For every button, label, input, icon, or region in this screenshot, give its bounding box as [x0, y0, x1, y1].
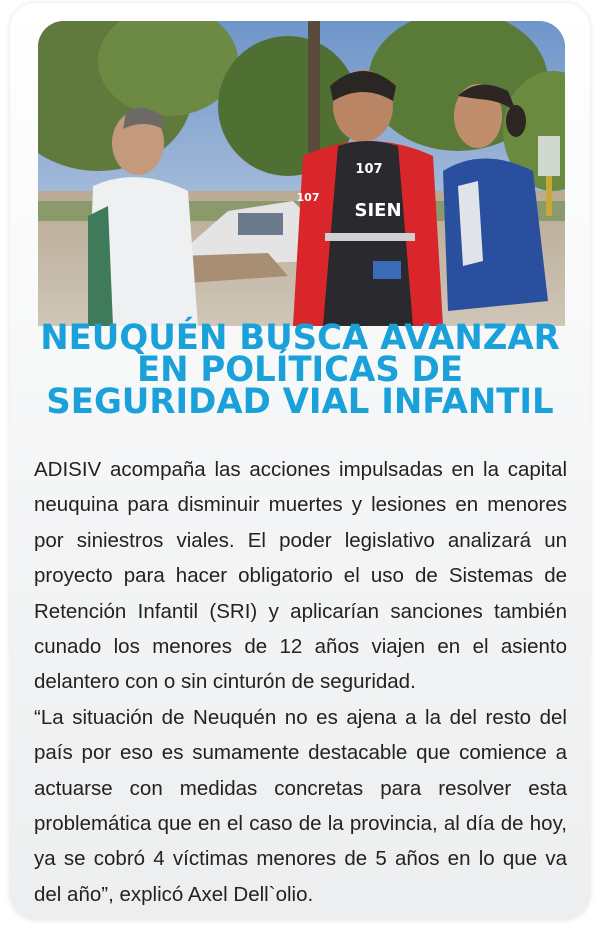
headline-line-3: SEGURIDAD VIAL INFANTIL	[46, 382, 554, 422]
photo-illustration	[38, 21, 565, 326]
pole	[308, 21, 320, 161]
paragraph-1: ADISIV acompaña las acciones impulsadas en la capital neuquina para disminuir muertes y lesiones en menores por siniestros viales. El poder legislativo analizará un proyecto para hacer obligatorio el uso de Sistemas de Retención Infantil (SRI) y aplicarían sanciones también cunado los menores de 12 años viajen en el asiento delantero con o sin cinturón de seguridad.	[34, 458, 567, 694]
headline	[28, 318, 571, 422]
vest-text-side: 107	[296, 191, 320, 204]
article-photo	[38, 21, 565, 326]
vest-text-top: 107	[355, 162, 383, 177]
paragraph-2: “La situación de Neuquén no es ajena a la del resto del país por eso es sumamente destacable que comience a actuarse con medidas concretas para resolver esta problemática que en el caso de la provincia, al día de hoy, ya se cobró 4 víctimas menores de 5 años en lo que va del año”, explicó Axel Dell`olio.	[34, 705, 567, 906]
headline-line-1: NEUQUÉN BUSCA AVANZAR	[40, 318, 560, 358]
person-right-ponytail	[506, 105, 526, 137]
sign	[538, 136, 560, 176]
vest-reflective-stripe	[325, 233, 415, 241]
article-body	[34, 452, 567, 912]
sign-pole	[546, 176, 552, 216]
person-right-jacket	[443, 159, 548, 312]
headline-line-2: EN POLÍTICAS DE	[136, 350, 464, 390]
car-window	[238, 213, 283, 235]
vest-text-main: SIEN	[354, 200, 402, 221]
vest-badge	[373, 261, 401, 279]
